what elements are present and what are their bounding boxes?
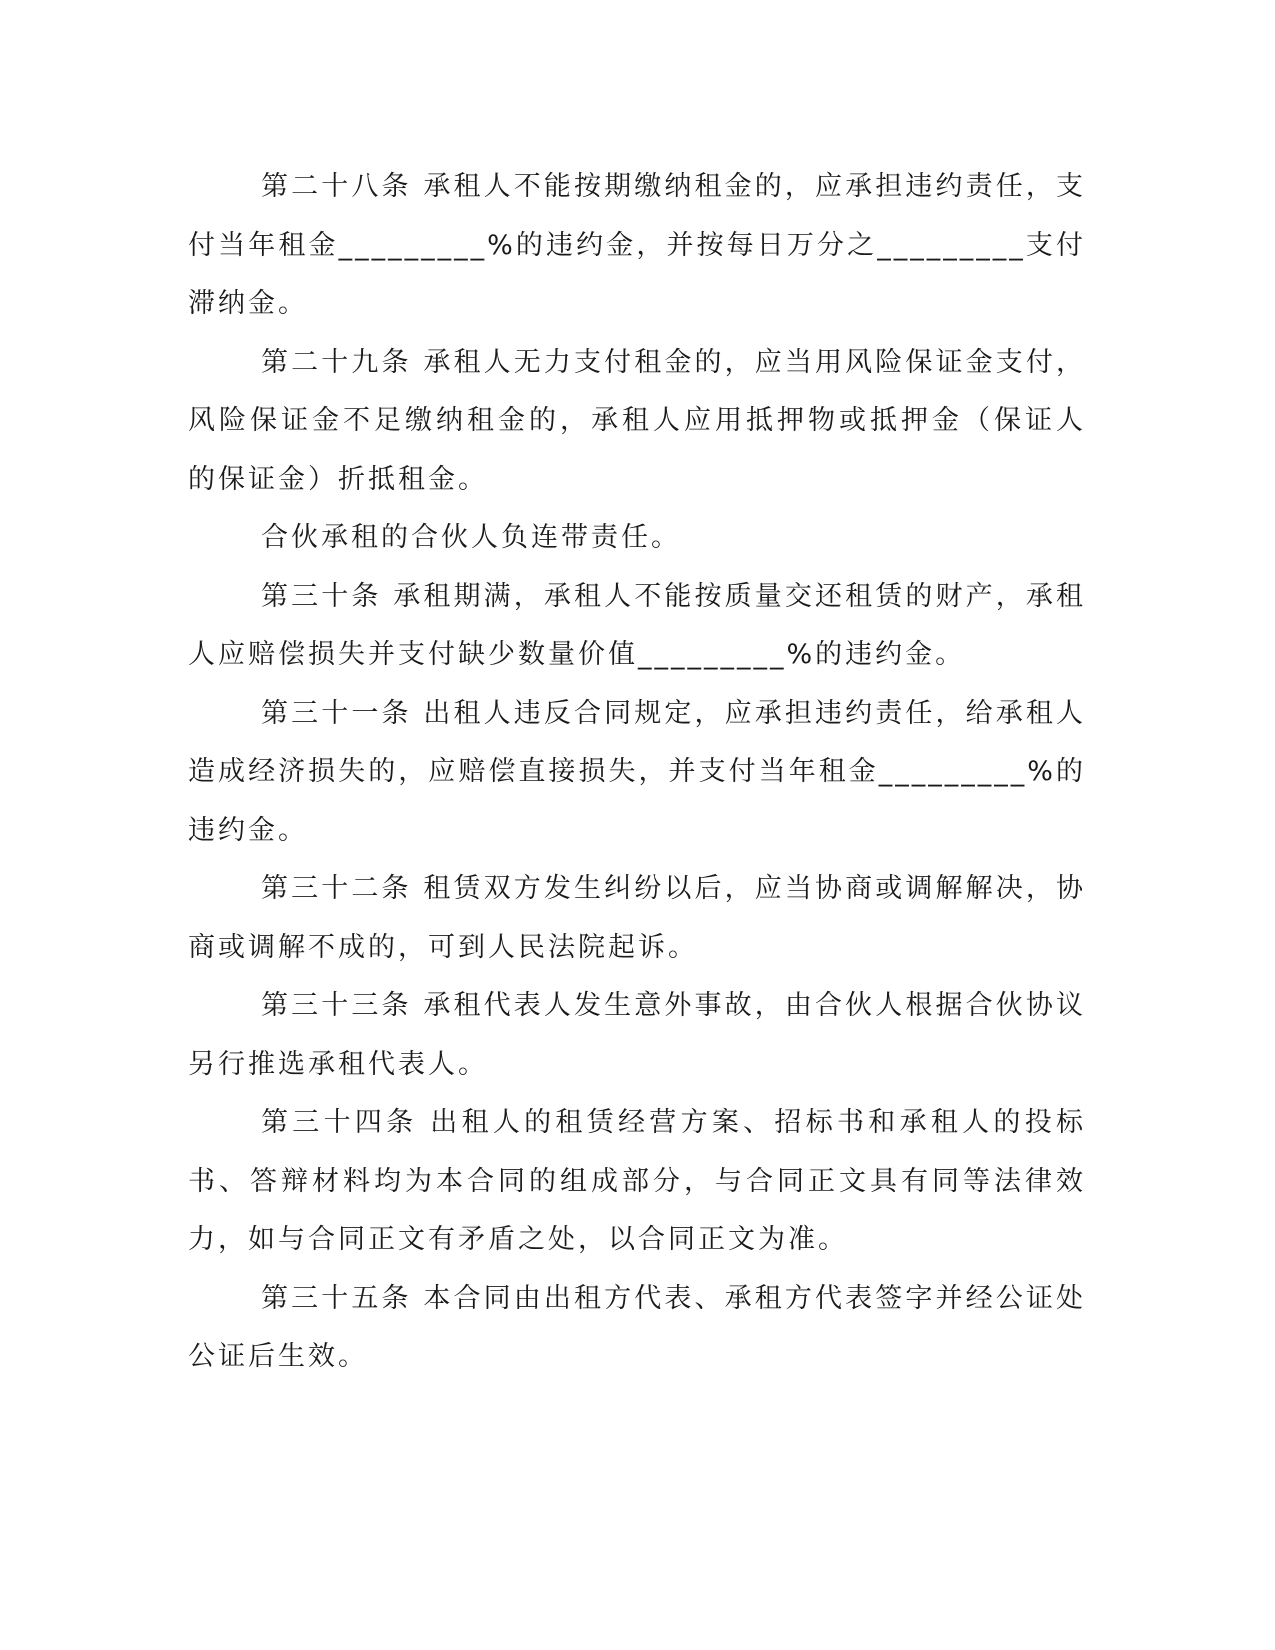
- clause-32: 第三十二条 租赁双方发生纠纷以后，应当协商或调解解决，协商或调解不成的，可到人民法院起诉。: [188, 873, 1086, 963]
- clause-33: 第三十三条 承租代表人发生意外事故，由合伙人根据合伙协议另行推选承租代表人。: [188, 990, 1086, 1080]
- clause-31: 第三十一条 出租人违反合同规定，应承担违约责任，给承租人造成经济损失的，应赔偿直接损失，并支付当年租金_________%的违约金。: [188, 697, 1086, 846]
- clause-34: 第三十四条 出租人的租赁经营方案、招标书和承租人的投标书、答辩材料均为本合同的组成部分，与合同正文具有同等法律效力，如与合同正文有矛盾之处，以合同正文为准。: [188, 1107, 1086, 1255]
- joint-liability-note: 合伙承租的合伙人负连带责任。: [261, 522, 681, 553]
- clause-30: 第三十条 承租期满，承租人不能按质量交还租赁的财产，承租人应赔偿损失并支付缺少数量价值_________%的违约金。: [188, 580, 1086, 670]
- clause-28: 第二十八条 承租人不能按期缴纳租金的，应承担违约责任，支付当年租金_________%的违约金，并按每日万分之_________支付滞纳金。: [188, 171, 1086, 319]
- clause-29: 第二十九条 承租人无力支付租金的，应当用风险保证金支付，风险保证金不足缴纳租金的，承租人应用抵押物或抵押金（保证人的保证金）折抵租金。: [188, 346, 1086, 495]
- clause-35: 第三十五条 本合同由出租方代表、承租方代表签字并经公证处公证后生效。: [188, 1282, 1086, 1372]
- document-body: [188, 158, 1086, 1387]
